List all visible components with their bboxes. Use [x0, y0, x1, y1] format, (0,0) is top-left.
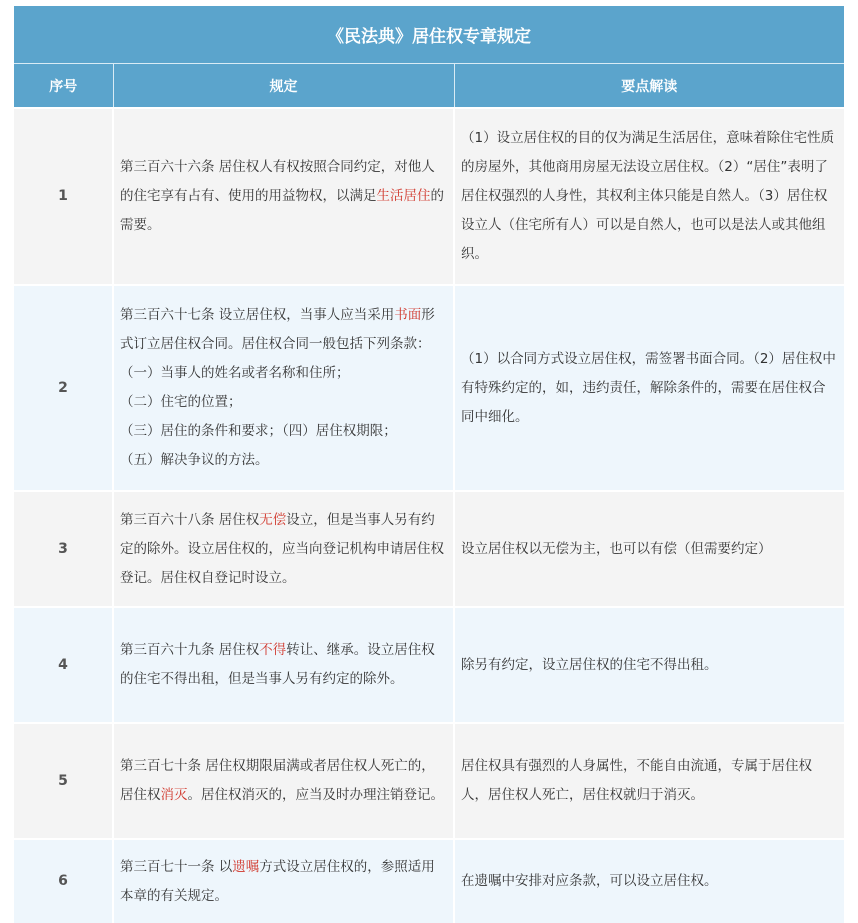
note-cell: 设立居住权以无偿为主，也可以有偿（但需要约定） — [454, 491, 844, 607]
header-index: 序号 — [14, 64, 113, 109]
note-cell: 居住权具有强烈的人身属性，不能自由流通，专属于居住权人，居住权人死亡，居住权就归于消灭。 — [454, 723, 844, 839]
note-cell: 在遗嘱中安排对应条款，可以设立居住权。 — [454, 839, 844, 923]
regulation-table-container — [14, 6, 844, 923]
rule-text: 。居住权消灭的，应当及时办理注销登记。 — [187, 787, 444, 803]
rule-text: 设立，但是当事人另有约定的除外。设立居住权的，应当向登记机构申请居住权登记。居住权自登记时设立。 — [120, 511, 444, 586]
table-row — [14, 491, 844, 607]
rule-clause: （三）居住的条件和要求；（四）居住权期限； — [120, 423, 397, 439]
rule-highlight: 不得 — [259, 642, 287, 658]
row-index: 5 — [14, 723, 113, 839]
rule-text: 第三百六十六条 居住权人有权按照合同约定，对他人的住宅享有占有、使用的用益物权，以满足 — [120, 159, 435, 204]
row-index: 6 — [14, 839, 113, 923]
rule-cell — [113, 491, 454, 607]
note-cell: 除另有约定，设立居住权的住宅不得出租。 — [454, 607, 844, 723]
rule-text: 第三百六十七条 设立居住权，当事人应当采用 — [120, 307, 395, 323]
rule-text: 第三百六十九条 居住权 — [120, 642, 260, 658]
rule-clause: （五）解决争议的方法。 — [120, 452, 269, 468]
note-cell: （1）以合同方式设立居住权，需签署书面合同。（2）居住权中有特殊约定的，如，违约责任，解除条件的，需要在居住权合同中细化。 — [454, 285, 844, 491]
rule-cell — [113, 723, 454, 839]
rule-highlight: 消灭 — [160, 787, 188, 803]
rule-highlight: 遗嘱 — [232, 858, 260, 875]
rule-highlight: 书面 — [394, 307, 422, 323]
table-row — [14, 285, 844, 491]
table-row — [14, 607, 844, 723]
rule-text: 第三百七十条 居住权期限届满或者居住权人死亡的，居住权 — [120, 758, 435, 803]
row-index: 3 — [14, 491, 113, 607]
table-title-row — [14, 6, 844, 64]
header-note: 要点解读 — [454, 64, 844, 109]
rule-text: 形式订立居住权合同。居住权合同一般包括下列条款：（一）当事人的姓名或者名称和住所； — [120, 307, 435, 381]
rule-text: 转让、继承。设立居住权的住宅不得出租，但是当事人另有约定的除外。 — [120, 642, 435, 687]
row-index: 2 — [14, 285, 113, 491]
rule-cell — [113, 285, 454, 491]
rule-text: 第三百七十一条 以 — [120, 858, 233, 875]
rule-text: 第三百六十八条 居住权 — [120, 511, 260, 528]
table-row — [14, 839, 844, 923]
row-index: 4 — [14, 607, 113, 723]
row-index: 1 — [14, 108, 113, 285]
note-cell: （1）设立居住权的目的仅为满足生活居住，意味着除住宅性质的房屋外，其他商用房屋无法设立居住权。（2）“居住”表明了居住权强烈的人身性，其权利主体只能是自然人。（3）居住权设立人（住宅所有人）可以是自然人，也可以是法人或其他组织。 — [454, 108, 844, 285]
header-rule: 规定 — [113, 64, 454, 109]
table-header-row — [14, 64, 844, 109]
rule-highlight: 无偿 — [259, 511, 287, 528]
table-row — [14, 723, 844, 839]
rule-cell — [113, 108, 454, 285]
rule-cell — [113, 839, 454, 923]
rule-text: 的需要。 — [120, 188, 444, 233]
rule-text: 方式设立居住权的，参照适用本章的有关规定。 — [120, 858, 435, 904]
table-row — [14, 108, 844, 285]
table-title: 《民法典》居住权专章规定 — [14, 6, 844, 64]
regulation-table — [14, 6, 844, 923]
rule-cell — [113, 607, 454, 723]
rule-highlight: 生活居住 — [376, 188, 431, 204]
rule-clause: （二）住宅的位置； — [120, 394, 242, 410]
